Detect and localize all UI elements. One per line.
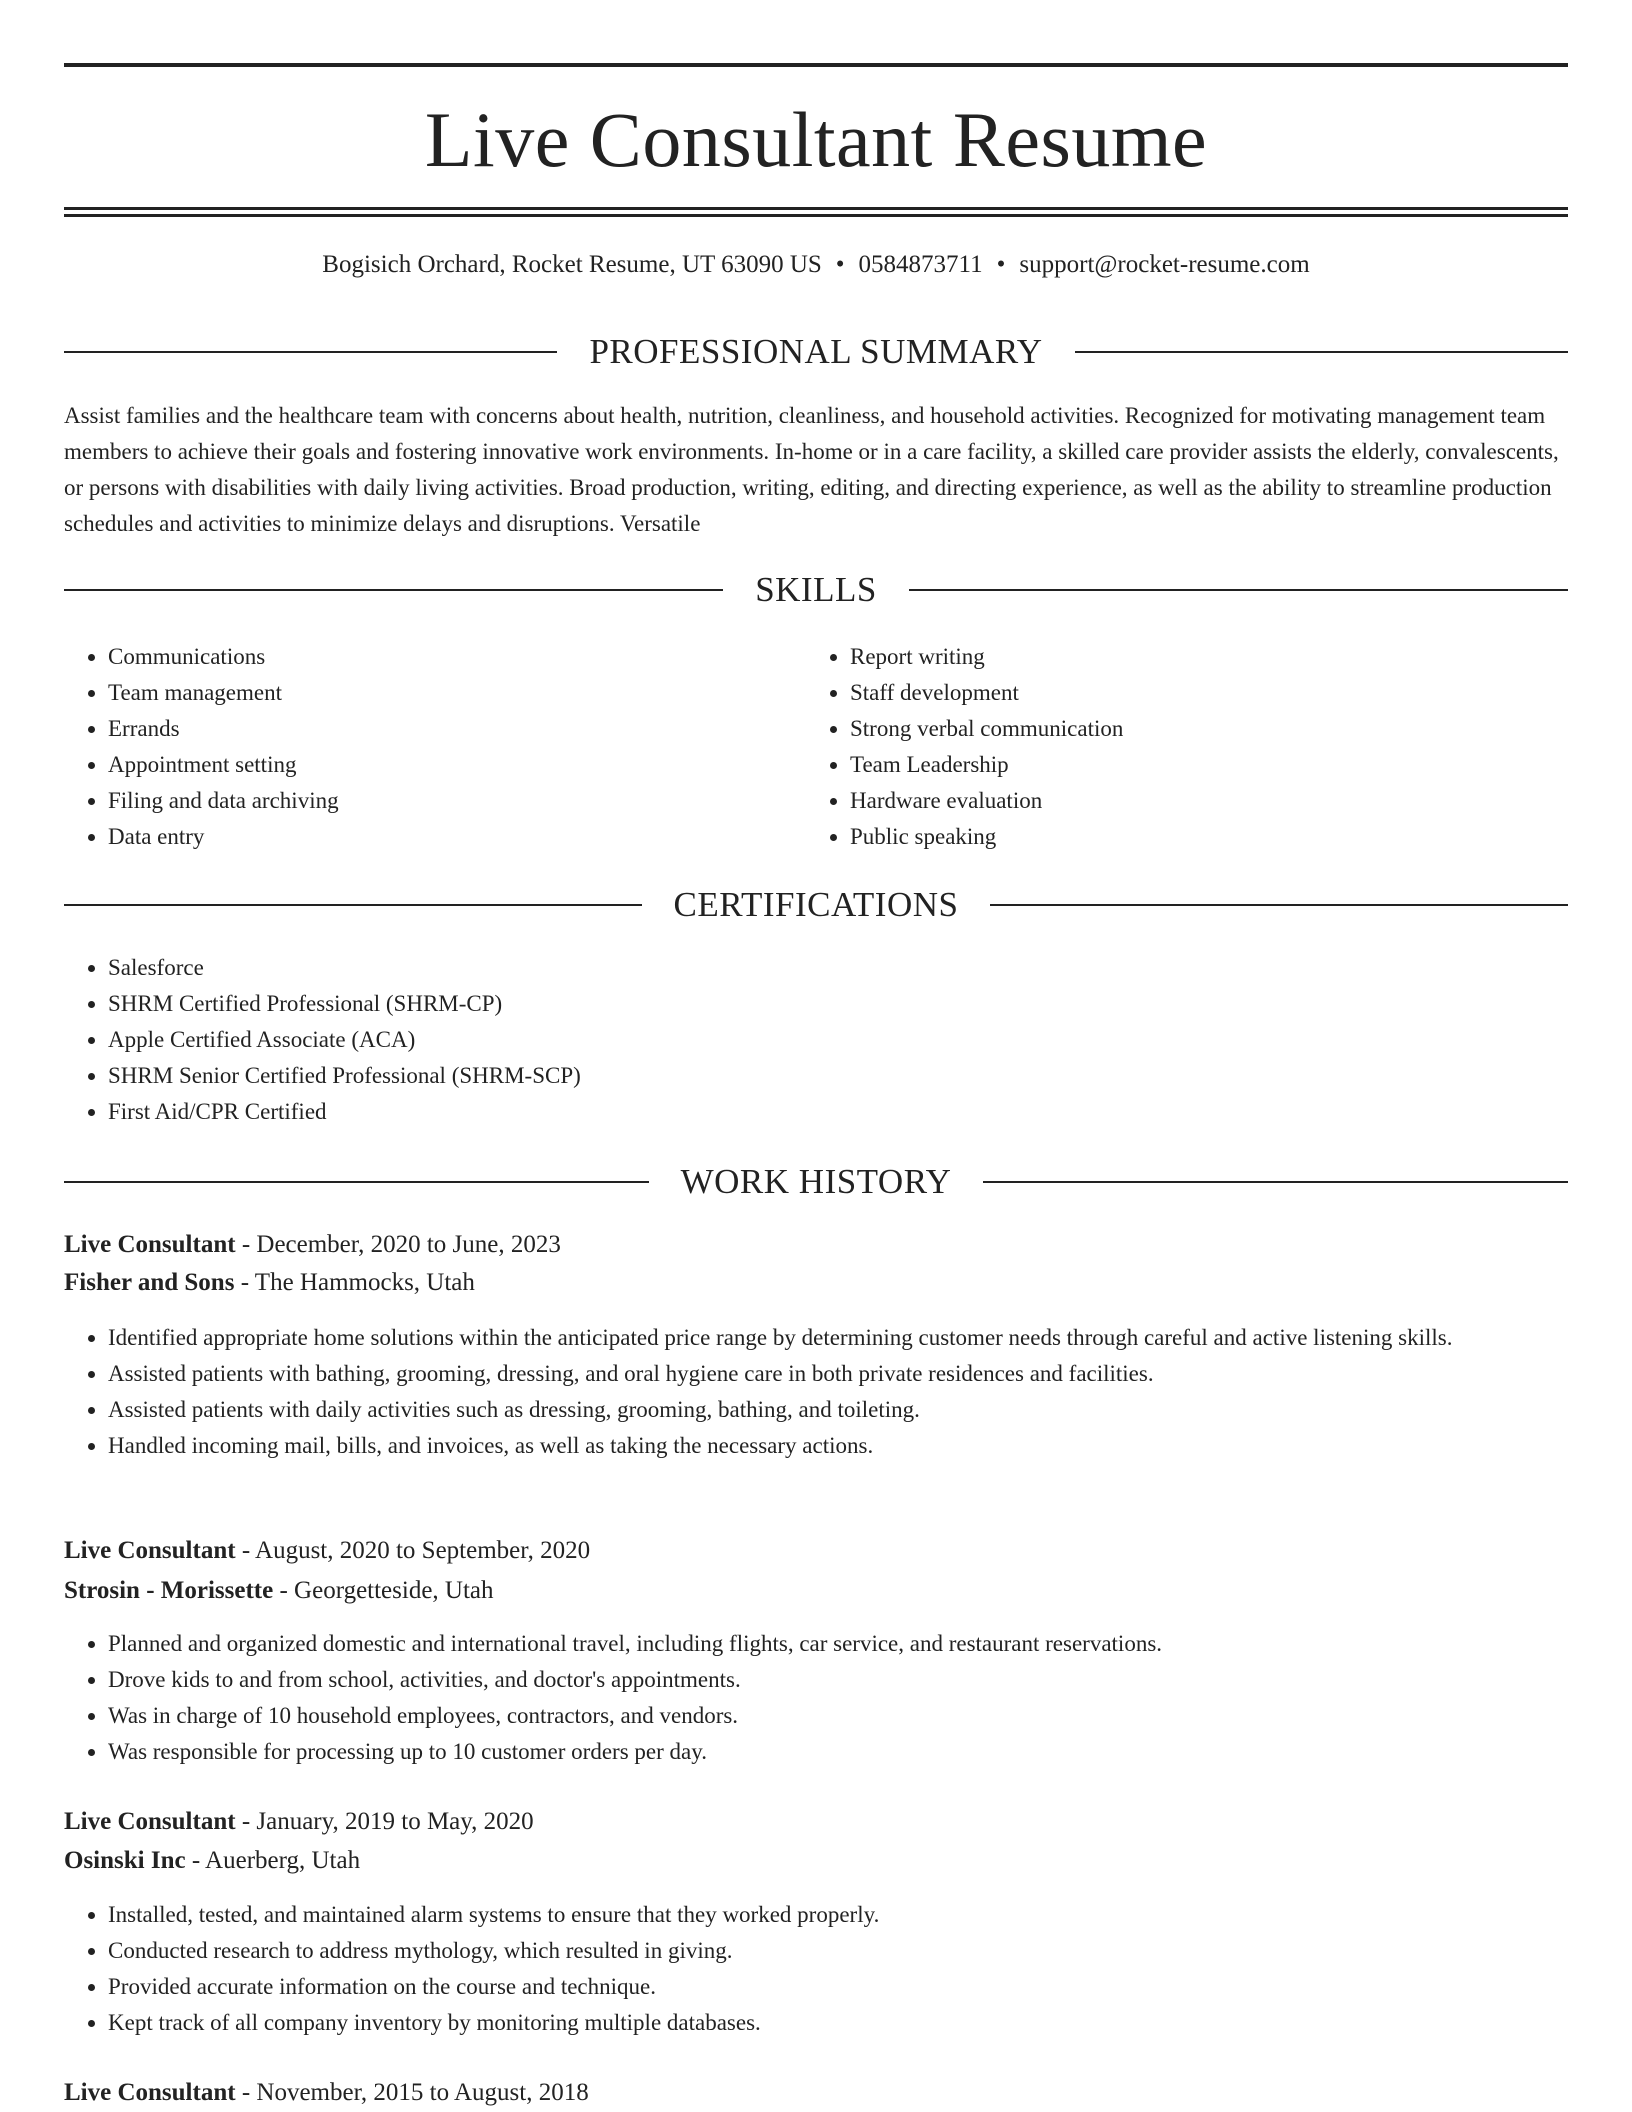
skill-item: • Staff development xyxy=(850,675,1123,711)
job-duty: • Drove kids to and from school, activities, and doctor's appointments. xyxy=(108,1662,1568,1698)
certification-item: • Salesforce xyxy=(108,950,581,986)
heading-rule xyxy=(909,589,1568,591)
contact-email: support@rocket-resume.com xyxy=(1019,251,1310,278)
job-title-line xyxy=(64,1226,1568,1264)
contact-separator: • xyxy=(835,251,845,278)
heading-rule xyxy=(1075,351,1568,353)
job-company: Fisher and Sons xyxy=(64,1269,235,1296)
job-location: - Georgetteside, Utah xyxy=(273,1577,494,1604)
section-title: WORK HISTORY xyxy=(680,1162,952,1201)
job-duties-list xyxy=(64,1626,1568,1770)
heading-rule xyxy=(990,904,1568,906)
job-duty: • Installed, tested, and maintained alarm systems to ensure that they worked properly. xyxy=(108,1897,1568,1933)
section-heading-summary xyxy=(64,332,1568,372)
resume-title: Live Consultant Resume xyxy=(424,96,1208,183)
certification-item: • First Aid/CPR Certified xyxy=(108,1094,581,1130)
job-company-line xyxy=(64,1572,1568,1610)
job-dates: - August, 2020 to September, 2020 xyxy=(235,1537,591,1564)
job-duty: • Kept track of all company inventory by monitoring multiple databases. xyxy=(108,2005,1568,2041)
job-company: Strosin - Morissette xyxy=(64,1577,274,1604)
certifications-list xyxy=(64,950,581,1130)
skill-item: • Team management xyxy=(108,675,339,711)
job-duty: • Assisted patients with bathing, grooming, dressing, and oral hygiene care in both private residences and facilities. xyxy=(108,1356,1568,1392)
heading-rule xyxy=(64,904,642,906)
contact-phone: 0584873711 xyxy=(858,251,983,278)
skill-item: • Strong verbal communication xyxy=(850,711,1123,747)
job-role: Live Consultant xyxy=(64,1808,236,1835)
job-duty: • Assisted patients with daily activities such as dressing, grooming, bathing, and toileting. xyxy=(108,1392,1568,1428)
skill-item: • Hardware evaluation xyxy=(850,783,1123,819)
heading-rule xyxy=(64,351,557,353)
certification-item: • SHRM Senior Certified Professional (SHRM-SCP) xyxy=(108,1058,581,1094)
heading-rule xyxy=(983,1181,1568,1183)
job-company-line xyxy=(64,1264,1568,1302)
contact-separator: • xyxy=(996,251,1006,278)
job-company: Osinski Inc xyxy=(64,1847,186,1874)
skill-item: • Filing and data archiving xyxy=(108,783,339,819)
skill-item: • Data entry xyxy=(108,819,339,855)
section-heading-certifications xyxy=(64,885,1568,925)
contact-line xyxy=(64,250,1568,280)
job-role: Live Consultant xyxy=(64,2079,236,2106)
job-location: - The Hammocks, Utah xyxy=(234,1269,475,1296)
job-dates: - January, 2019 to May, 2020 xyxy=(235,1808,534,1835)
job-duties-list xyxy=(64,1320,1568,1464)
job-duties-list xyxy=(64,1897,1568,2041)
job-location: - Auerberg, Utah xyxy=(185,1847,361,1874)
job-role: Live Consultant xyxy=(64,1537,236,1564)
skills-list-left xyxy=(64,639,339,855)
title-double-rule xyxy=(64,207,1568,217)
job-dates: - December, 2020 to June, 2023 xyxy=(235,1231,561,1258)
job-title-line xyxy=(64,1532,1568,1570)
job-role: Live Consultant xyxy=(64,1231,236,1258)
skill-item: • Appointment setting xyxy=(108,747,339,783)
skill-item: • Communications xyxy=(108,639,339,675)
resume-page xyxy=(64,0,1568,2106)
job-duty: • Was in charge of 10 household employees, contractors, and vendors. xyxy=(108,1698,1568,1734)
section-title: PROFESSIONAL SUMMARY xyxy=(589,332,1043,371)
skill-item: • Report writing xyxy=(850,639,1123,675)
certification-item: • SHRM Certified Professional (SHRM-CP) xyxy=(108,986,581,1022)
job-company-line xyxy=(64,1842,1568,1880)
heading-rule xyxy=(64,589,723,591)
section-heading-skills xyxy=(64,570,1568,610)
heading-rule xyxy=(64,1181,649,1183)
section-title: CERTIFICATIONS xyxy=(673,885,959,924)
contact-address: Bogisich Orchard, Rocket Resume, UT 63090 US xyxy=(322,251,822,278)
summary-text: Assist families and the healthcare team with concerns about health, nutrition, cleanliness, and household activities. Recognized for motivating management team members to achieve their goals and fostering innovative work environments. In-home or in a care facility, a skilled care provider assists the elderly, convalescents, or persons with disabilities with daily living activities. Broad production, writing, editing, and directing experience, as well as the ability to streamline production schedules and activities to minimize delays and disruptions. Versatile xyxy=(64,403,1559,536)
job-duty: • Handled incoming mail, bills, and invoices, as well as taking the necessary actions. xyxy=(108,1428,1568,1464)
job-duty: • Conducted research to address mythology, which resulted in giving. xyxy=(108,1933,1568,1969)
top-rule xyxy=(64,63,1568,67)
section-title: SKILLS xyxy=(755,570,877,609)
skill-item: • Public speaking xyxy=(850,819,1123,855)
skill-item: • Errands xyxy=(108,711,339,747)
section-heading-work-history xyxy=(64,1162,1568,1202)
job-duty: • Planned and organized domestic and international travel, including flights, car service, and restaurant reservations. xyxy=(108,1626,1568,1662)
job-duty: • Was responsible for processing up to 10 customer orders per day. xyxy=(108,1734,1568,1770)
job-duty: • Provided accurate information on the course and technique. xyxy=(108,1969,1568,2005)
certification-item: • Apple Certified Associate (ACA) xyxy=(108,1022,581,1058)
skill-item: • Team Leadership xyxy=(850,747,1123,783)
job-dates: - November, 2015 to August, 2018 xyxy=(235,2079,589,2106)
skills-list-right xyxy=(806,639,1123,855)
job-title-line xyxy=(64,2074,1568,2112)
job-duty: • Identified appropriate home solutions within the anticipated price range by determining customer needs through careful and active listening skills. xyxy=(108,1320,1568,1356)
job-title-line xyxy=(64,1803,1568,1841)
